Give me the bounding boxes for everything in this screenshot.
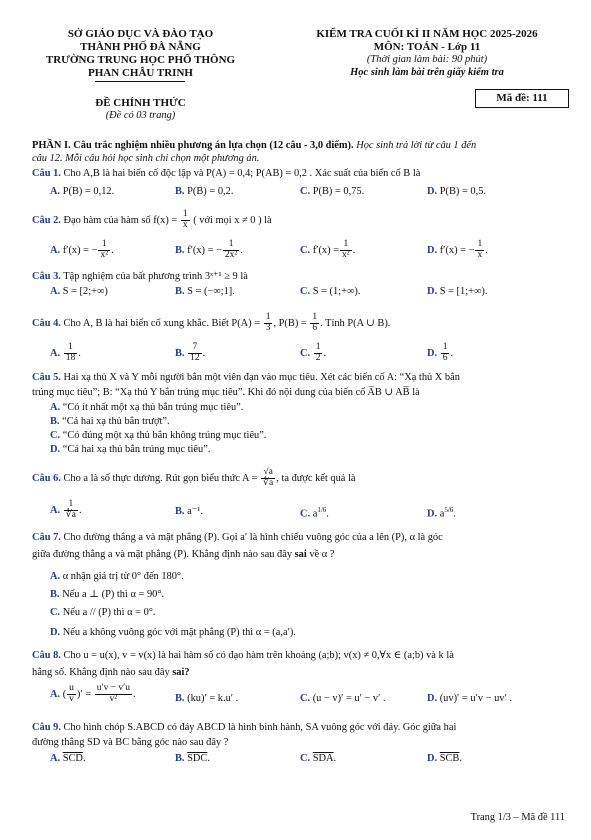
q1-c-text: P(B) = 0,75.	[312, 186, 365, 197]
label-a: A.	[50, 688, 61, 700]
subject: MÔN: TOÁN - Lớp 11	[373, 41, 481, 53]
label-d: D.	[427, 508, 438, 520]
q7-text2: giữa đường thẳng a và mặt phẳng (P). Khẳng định nào sau đây	[32, 549, 295, 560]
q9-b-text: $\overline{SDC}$	[187, 753, 208, 764]
label-d: D.	[427, 347, 438, 359]
q5-b-text: “Cả hai xạ thủ bắn trượt”.	[62, 416, 170, 427]
school-name-l1: TRƯỜNG TRUNG HỌC PHỔ THÔNG	[45, 54, 236, 66]
q9-option-d: D. $\overline{SCB}$.	[427, 753, 462, 764]
note: Học sinh làm bài trên giấy kiểm tra	[350, 67, 504, 78]
q8-option-b	[175, 693, 238, 706]
q7-sai: sai	[294, 549, 307, 560]
q4-option-a: A. $\frac{1}{18}$ .	[50, 342, 81, 363]
q4-text3: . Tính P(A ∪ B).	[320, 317, 391, 329]
q7-stem-l1	[32, 532, 443, 545]
label-a: A.	[50, 504, 61, 516]
q5-stem-l1	[32, 372, 460, 385]
q2-d-text: f′(x) = −	[439, 244, 475, 256]
label-c: C.	[300, 508, 311, 520]
q5-stem-l2: trúng mục tiêu”; B: “Xạ thủ Y bắn trúng mục tiêu”. Khi đó nội dung của biến cố A̅B ∪ AB̅ là	[32, 387, 420, 398]
school-underline	[95, 81, 185, 82]
q3-option-a	[50, 286, 108, 299]
label-b: B.	[175, 286, 185, 297]
label-b: B.	[175, 693, 185, 704]
label-c: C.	[300, 286, 311, 297]
q1-option-d	[427, 186, 486, 199]
q1-a-text: P(B) = 0,12.	[62, 186, 115, 197]
label-b: B.	[175, 753, 185, 764]
q9-option-a: A. $\overline{SCD}$.	[50, 753, 86, 764]
q4-stem: Câu 4. Cho A, B là hai biến cố xung khắc. Biết P(A) = $\frac{1}{3}$ , P(B) = $\frac{1}{6}$ . Tính P(A ∪ B).	[32, 312, 391, 333]
q3-a-text: S = [2;+∞)	[62, 286, 108, 297]
q7-stem-l2	[32, 549, 334, 562]
part1-instr-2: câu 12. Mỗi câu hỏi học sinh chỉ chọn một phương án.	[32, 153, 260, 164]
label-a: A.	[50, 244, 61, 256]
q2-option-a: A. f′(x) = − $\frac{1}{\text{x²}}$ .	[50, 239, 114, 260]
label-a: A.	[50, 347, 61, 359]
q2-b-text: f′(x) = −	[187, 244, 222, 256]
label-d: D.	[50, 444, 61, 455]
q8-b-text: (ku)′ = k.u′ .	[187, 693, 239, 704]
label-d: D.	[50, 627, 61, 638]
q2-option-c: C. f′(x) = $\frac{1}{\text{x²}}$ .	[300, 239, 356, 260]
q2-text2: ( với mọi x ≠ 0 ) là	[193, 214, 272, 226]
q4-option-d: D. $\frac{1}{6}$ .	[427, 342, 454, 363]
duration: (Thời gian làm bài: 90 phút)	[366, 54, 488, 65]
q2-text1: Đạo hàm của hàm số f(x) =	[60, 214, 178, 226]
q3-option-d	[427, 286, 487, 299]
q2-option-b: B. f′(x) = − $\frac{1}{\text{2x²}}$ .	[175, 239, 243, 260]
q3-stem	[32, 271, 248, 284]
label-d: D.	[427, 693, 438, 704]
q3-d-text: S = [1;+∞).	[439, 286, 488, 297]
q7-c-text: Nếu a // (P) thì α = 0°.	[62, 607, 156, 618]
q1-d-text: P(B) = 0,5.	[439, 186, 486, 197]
q5-c-text: “Có đúng một xạ thủ bắn không trúng mục tiêu”.	[62, 430, 267, 441]
label-c: C.	[300, 753, 311, 764]
q2-a-text: f′(x) = −	[62, 244, 98, 256]
q1-option-a	[50, 186, 114, 199]
q5-a-text: “Có ít nhất một xạ thủ bắn trúng mục tiêu”.	[62, 402, 244, 413]
q5-option-c	[50, 430, 266, 443]
q7-text3: về α ?	[306, 549, 335, 560]
label-b: B.	[175, 506, 185, 517]
q2-stem	[32, 210, 272, 231]
q9-option-b: B. $\overline{SDC}$.	[175, 753, 210, 764]
q6-text1: Cho a là số thực dương. Rút gọn biểu thức A =	[60, 472, 258, 484]
q7-number: Câu 7.	[32, 532, 61, 543]
label-b: B.	[175, 244, 185, 256]
q6-option-b	[175, 506, 203, 519]
part1-title: PHẦN I. Câu trắc nghiệm nhiều phương án lựa chọn (12 câu - 3,0 điểm).	[32, 140, 354, 151]
q6-number: Câu 6.	[32, 472, 61, 484]
label-a: A.	[50, 402, 61, 413]
q7-option-a	[50, 571, 184, 584]
q1-option-c	[300, 186, 364, 199]
city-name: THÀNH PHỐ ĐÀ NẴNG	[80, 41, 201, 53]
label-c: C.	[50, 430, 61, 441]
page-footer: Trang 1/3 – Mã đề 111	[470, 812, 565, 823]
q8-option-c	[300, 693, 386, 706]
q8-option-d	[427, 693, 512, 706]
q6-text2: , ta được kết quả là	[276, 472, 356, 484]
q6-stem: Câu 6. Cho a là số thực dương. Rút gọn biểu thức A = $\frac{√a}{∜a}$ , ta được kết quả là	[32, 467, 356, 488]
part1-heading	[32, 140, 476, 153]
q1-number: Câu 1.	[32, 168, 61, 179]
q1-option-b	[175, 186, 233, 199]
label-a: A.	[50, 286, 61, 297]
q5-number: Câu 5.	[32, 372, 61, 383]
q8-number: Câu 8.	[32, 650, 61, 661]
q1-b-text: P(B) = 0,2.	[187, 186, 234, 197]
q8-stem-l1	[32, 650, 454, 663]
q2-option-d: D. f′(x) = − $\frac{1}{x}$ .	[427, 239, 488, 260]
label-c: C.	[300, 244, 311, 256]
q9-c-text: $\overline{SDA}$	[312, 753, 334, 764]
q1-stem	[32, 168, 420, 181]
q8-d-text: (uv)′ = u′v − uv′ .	[439, 693, 512, 704]
label-b: B.	[175, 347, 185, 359]
q9-d-text: $\overline{SCB}$	[439, 753, 460, 764]
label-b: B.	[175, 186, 185, 197]
q8-stem-l2	[32, 667, 190, 680]
label-c: C.	[300, 347, 311, 359]
q9-option-c: C. $\overline{SDA}$.	[300, 753, 337, 764]
q6-b-text: a⁻¹.	[187, 506, 203, 517]
q4-text2: , P(B) =	[273, 317, 307, 329]
q5-option-b	[50, 416, 170, 429]
q5-option-d	[50, 444, 210, 457]
exam-code-box: Mã đề: 111	[475, 89, 569, 108]
q7-b-text: Nếu a ⊥ (P) thì α = 90°.	[62, 589, 165, 600]
label-d: D.	[427, 186, 438, 197]
label-d: D.	[427, 286, 438, 297]
dept-name: SỞ GIÁO DỤC VÀ ĐÀO TẠO	[67, 28, 214, 40]
q4-number: Câu 4.	[32, 317, 61, 329]
q5-text1: Hai xạ thủ X và Y mỗi người bắn một viên đạn vào mục tiêu. Xét các biến cố A: “Xạ thủ X bắn	[60, 372, 460, 383]
q6-option-c: C. $a^{1/6}$.	[300, 506, 329, 520]
school-name-l2: PHAN CHÂU TRINH	[88, 67, 193, 79]
page-count: (Đề có 03 trang)	[105, 110, 176, 121]
part1-instr: Học sinh trả lời từ câu 1 đến	[353, 140, 477, 151]
q3-option-b	[175, 286, 235, 299]
q9-stem-l2: đường thẳng SD và BC bằng góc nào sau đây ?	[32, 737, 229, 748]
label-b: B.	[50, 589, 60, 600]
label-b: B.	[50, 416, 60, 427]
q1-text: Cho A,B là hai biến cố độc lập và P(A) = 0,4; P(AB) = 0,2 . Xác suất của biến cố B là	[60, 168, 421, 179]
q5-d-text: “Cả hai xạ thủ bắn trúng mục tiêu”.	[62, 444, 211, 455]
label-d: D.	[427, 753, 438, 764]
q9-a-text: $\overline{SCD}$	[62, 753, 83, 764]
q8-sai: sai?	[172, 667, 190, 678]
q8-c-text: (u − v)′ = u′ − v′ .	[312, 693, 386, 704]
label-a: A.	[50, 571, 61, 582]
q9-number: Câu 9.	[32, 722, 61, 733]
q3-option-c	[300, 286, 360, 299]
label-c: C.	[50, 607, 61, 618]
official-label: ĐỀ CHÍNH THỨC	[95, 97, 186, 109]
q4-option-c: C. $\frac{1}{2}$ .	[300, 342, 327, 363]
q8-a-eq: =	[85, 688, 92, 700]
q3-c-text: S = (1;+∞).	[312, 286, 361, 297]
q2-c-text: f′(x) =	[312, 244, 340, 256]
q8-option-a: A. ( $\frac{u}{v}$ )′ = $\frac{u'v - v'u}{\text{v²}}$ .	[50, 683, 136, 704]
q4-option-b: B. $\frac{7}{12}$ .	[175, 342, 206, 363]
q3-b-text: S = (−∞;1].	[187, 286, 235, 297]
label-d: D.	[427, 244, 438, 256]
q7-text1: Cho đường thẳng a và mặt phẳng (P). Gọi a′ là hình chiếu vuông góc của a lên (P), α là góc	[60, 532, 443, 543]
label-c: C.	[300, 186, 311, 197]
label-a: A.	[50, 186, 61, 197]
q4-text1: Cho A, B là hai biến cố xung khắc. Biết P(A) =	[60, 317, 261, 329]
q7-option-c	[50, 607, 156, 620]
q7-d-text: Nếu a không vuông góc với mặt phẳng (P) thì α = (a,a′).	[62, 627, 296, 638]
q2-fraction: $\frac{1}{x}$	[182, 209, 188, 230]
q9-stem-l1	[32, 722, 456, 735]
label-c: C.	[300, 693, 311, 704]
q2-number: Câu 2.	[32, 214, 61, 226]
q7-option-b	[50, 589, 164, 602]
q7-option-d	[50, 627, 296, 640]
q7-a-text: α nhận giá trị từ 0° đến 180°.	[62, 571, 184, 582]
label-a: A.	[50, 753, 61, 764]
q3-text: Tập nghiệm của bất phương trình 3ˣ⁺¹ ≥ 9 là	[60, 271, 248, 282]
q6-option-a: A. $\frac{1}{∜a}$ .	[50, 499, 82, 520]
q3-number: Câu 3.	[32, 271, 61, 282]
q6-option-d: D. $a^{5/6}$.	[427, 506, 456, 520]
exam-title: KIỂM TRA CUỐI KÌ II NĂM HỌC 2025-2026	[316, 28, 538, 40]
q9-text1: Cho hình chóp S.ABCD có đáy ABCD là hình bình hành, SA vuông góc với đáy. Góc giữa hai	[60, 722, 457, 733]
q8-text2: hằng số. Khẳng định nào sau đây	[32, 667, 173, 678]
q8-text1: Cho u = u(x), v = v(x) là hai hàm số có đạo hàm trên khoảng (a;b); v(x) ≠ 0,∀x ∈ (a;b) và k là	[60, 650, 454, 661]
q5-option-a	[50, 402, 243, 415]
